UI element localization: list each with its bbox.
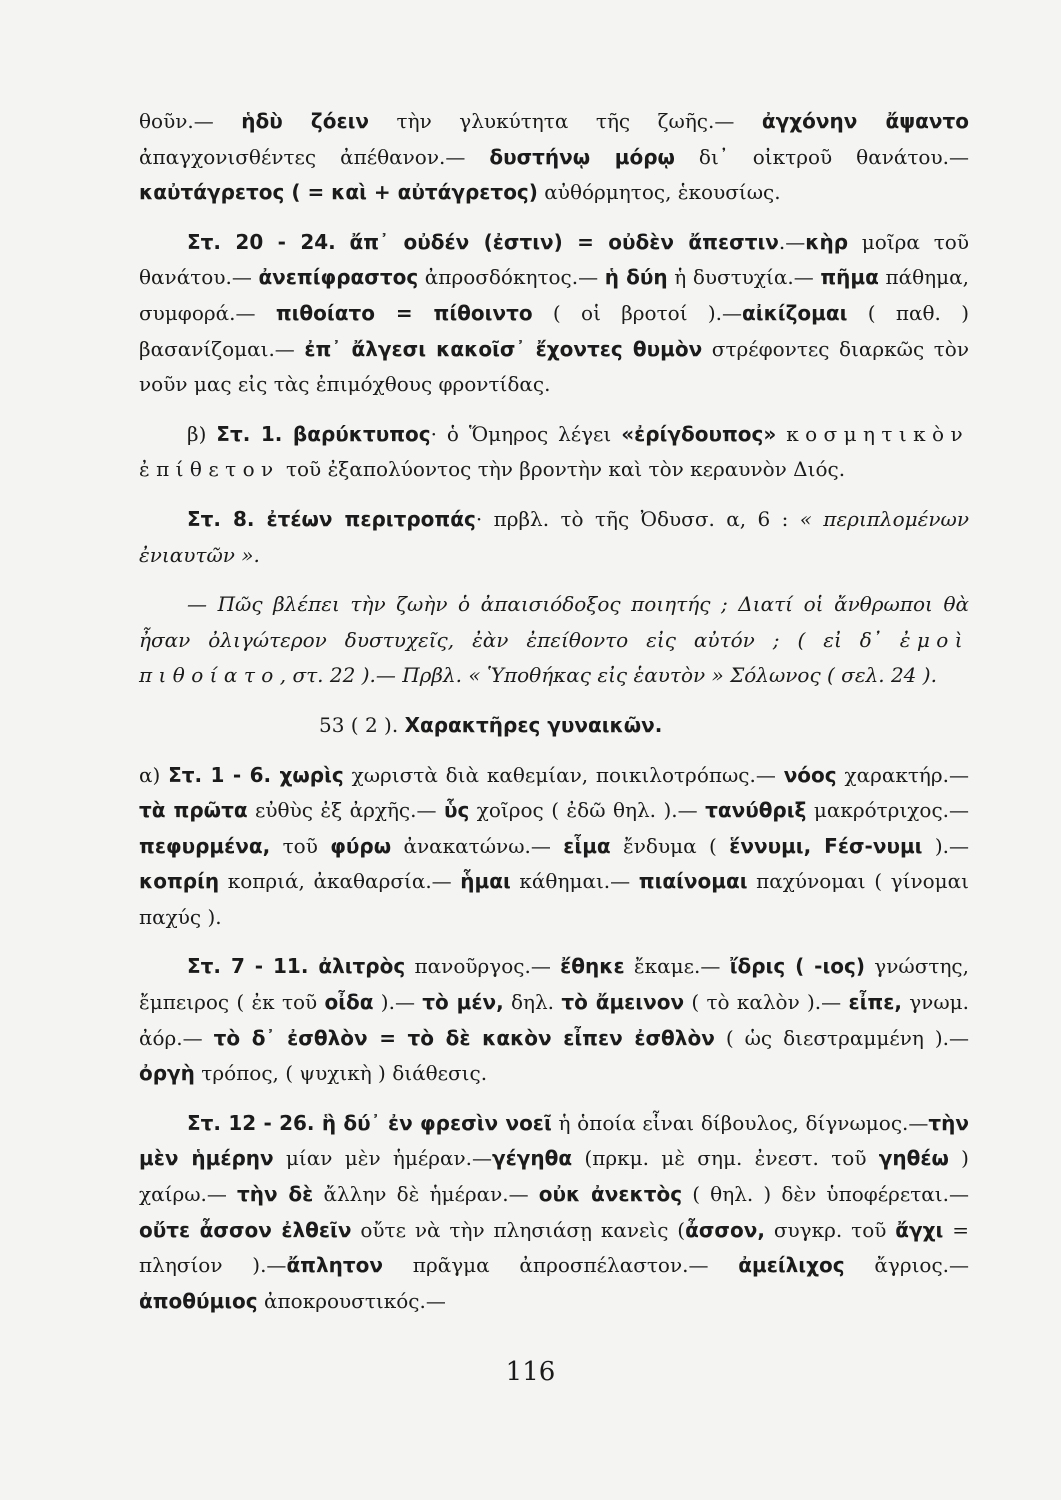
- text-run: εἷμα: [563, 833, 611, 858]
- text-run: ἄλλην δὲ ἡμέραν.—: [313, 1182, 539, 1207]
- text-run: τὴν δὲ: [237, 1182, 314, 1207]
- text-run: .—: [778, 229, 806, 254]
- paragraph-2: [139, 225, 969, 403]
- text-run: Στ. 8. ἐτέων περιτροπάς: [187, 506, 476, 531]
- text-run: τὴν γλυκύτητα τῆς ζωῆς.—: [369, 109, 762, 133]
- text-run: Στ. 20 - 24.: [187, 229, 336, 254]
- text-run: ὗς: [443, 798, 470, 823]
- text-run: μίαν μὲν ἡμέραν.—: [273, 1146, 493, 1171]
- text-run: ἔκαμε.—: [624, 954, 730, 979]
- text-run: ἀμείλιχος: [738, 1253, 845, 1278]
- text-run: αἰκίζομαι: [742, 300, 848, 325]
- text-run: ἄπ᾽ οὐδέν (ἐστιν) = οὐδὲν ἄπεστιν: [349, 229, 779, 254]
- text-run: Χαρακτῆρες γυναικῶν.: [404, 712, 663, 737]
- paragraph-8: [139, 1106, 969, 1320]
- text-run: ἐπ᾽ ἄλγεσι κακοῖσ᾽ ἔχοντες θυμὸν: [304, 336, 703, 361]
- text-run: ) χαίρω.—: [139, 1146, 969, 1207]
- text-run: · ὁ Ὅμηρος λέγει: [430, 421, 622, 446]
- text-run: ἄπλητον: [286, 1253, 384, 1278]
- text-run: μοῖρα τοῦ θανάτου.—: [139, 229, 969, 290]
- text-run: κοπρίη: [139, 869, 220, 894]
- text-run: ἴδρις ( -ιος): [729, 954, 865, 979]
- text-run: · πρβλ. τὸ τῆς Ὀδυσσ. α, 6 :: [475, 506, 800, 531]
- text-run: ἄγριος.—: [844, 1253, 970, 1278]
- text-run: τὴν μὲν ἡμέρην: [139, 1110, 969, 1171]
- text-run: 53 ( 2 ).: [319, 712, 405, 737]
- text-run: ἕννυμι, Ϝέσ-νυμι: [729, 833, 923, 858]
- text-run: ἡδὺ ζόειν: [241, 109, 370, 133]
- paragraph-3: [139, 417, 969, 488]
- text-run: οὔτε νὰ τὴν πλησιάσῃ κανεὶς (: [351, 1217, 686, 1242]
- text-run: Στ. 1 - 6. χωρὶς: [168, 762, 344, 787]
- text-run: ἀπαγχονισθέντες ἀπέθανον.—: [139, 144, 490, 169]
- text-run: κάθημαι.—: [510, 869, 639, 894]
- text-run: « περιπλομένων ἐνιαυτῶν ».: [139, 506, 969, 567]
- text-run: γηθέω: [878, 1146, 949, 1171]
- text-run: τὰ πρῶτα: [139, 798, 248, 823]
- text-run: δι᾽ οἰκτροῦ θανάτου.—: [674, 144, 969, 169]
- text-run: ( οἱ βροτοί ).—: [532, 300, 743, 325]
- text-run: δυστήνῳ μόρῳ: [489, 144, 675, 169]
- text-run: ἔνδυμα (: [610, 833, 730, 858]
- text-run: στρέφοντες διαρκῶς τὸν νοῦν μας εἰς τὰς ἐπιμόχθους φροντίδας.: [139, 336, 969, 397]
- text-run: ( θηλ. ) δὲν ὑποφέρεται.—: [682, 1182, 970, 1207]
- text-run: τὸ ἄμεινον: [561, 990, 685, 1015]
- text-run: πιαίνομαι: [638, 869, 748, 894]
- text-run: νόος: [783, 762, 837, 787]
- paragraph-6: [139, 758, 969, 936]
- text-run: Στ. 7 - 11. ἀλιτρὸς: [187, 954, 406, 979]
- text-run: χωριστὰ διὰ καθεμίαν, ποικιλοτρόπως.—: [343, 762, 784, 787]
- body-text: [139, 104, 969, 1319]
- paragraph-4: [139, 502, 969, 573]
- text-run: ἔθηκε: [560, 954, 625, 979]
- text-run: εὐθὺς ἐξ ἀρχῆς.—: [247, 798, 444, 823]
- text-run: α): [139, 762, 169, 787]
- text-run: ἀγχόνην ἄψαντο: [761, 109, 969, 133]
- text-run: καὐτάγρετος ( = καὶ + αὐτάγρετος): [139, 180, 538, 205]
- text-run: δηλ.: [503, 990, 562, 1015]
- text-run: τρόπος, ( ψυχικὴ ) διάθεσις.: [194, 1061, 488, 1086]
- text-run: ἀποθύμιος: [139, 1288, 258, 1313]
- text-run: ὀργὴ: [139, 1061, 195, 1086]
- text-run: ἆσσον,: [685, 1217, 765, 1242]
- text-run: πεφυρμένα,: [139, 833, 271, 858]
- text-run: β): [187, 421, 217, 446]
- text-run: ἀνεπίφραστος: [258, 265, 419, 290]
- text-run: φύρω: [330, 833, 392, 858]
- text-run: Στ. 12 - 26. ἣ δύ᾽ ἐν φρεσὶν νοεῖ: [187, 1110, 552, 1135]
- text-run: γνωμ. ἀόρ.—: [139, 990, 969, 1050]
- text-run: οὔτε ἆσσον ἐλθεῖν: [139, 1217, 352, 1242]
- text-run: , στ. 22 ).— Πρβλ. « Ὑποθήκας εἰς ἑαυτὸν » Σόλωνος ( σελ. 24 ).: [279, 663, 937, 688]
- text-run: ἡ δυστυχία.—: [667, 265, 821, 290]
- paragraph-5: [139, 587, 969, 694]
- text-run: ἀποκρουστικός.—: [257, 1288, 446, 1313]
- text-run: — Πῶς βλέπει τὴν ζωὴν ὁ ἀπαισιόδοξος ποιητής ; Διατί οἱ ἄνθρωποι θὰ ἦσαν ὀλιγώτερον δυστυχεῖς, ἐὰν ἐπείθοντο εἰς αὐτόν ; ( εἰ δ᾽: [139, 592, 969, 652]
- text-run: πρᾶγμα ἀπροσπέλαστον.—: [383, 1253, 739, 1278]
- text-run: [776, 422, 786, 446]
- text-run: παχύνομαι ( γίνομαι παχύς ).: [139, 869, 969, 929]
- text-run: χαρακτήρ.—: [836, 762, 970, 787]
- text-run: τοῦ ἐξαπολύοντος τὴν βροντὴν καὶ τὸν κεραυνὸν Διός.: [279, 457, 846, 482]
- text-run: γνώστης, ἔμπειρος ( ἐκ τοῦ: [139, 954, 969, 1015]
- text-run: γέγηθα: [492, 1146, 573, 1171]
- text-run: ἡ δύη: [604, 265, 668, 290]
- page-number: 116: [505, 1357, 556, 1387]
- text-run: = πλησίον ).—: [139, 1217, 969, 1278]
- text-run: μακρότριχος.—: [806, 798, 969, 823]
- text-run: κὴρ: [805, 229, 849, 254]
- text-run: τανύθριξ: [705, 798, 807, 823]
- text-run: ( τὸ καλὸν ).—: [684, 990, 849, 1015]
- text-run: τὸ μέν,: [422, 990, 504, 1015]
- text-run: τὸ δ᾽ ἐσθλὸν = τὸ δὲ κακὸν εἶπεν ἐσθλὸν: [213, 1025, 715, 1050]
- text-run: κοπριά, ἀκαθαρσία.—: [219, 869, 461, 894]
- text-run: πῆμα: [820, 265, 879, 290]
- section-heading: [139, 708, 969, 744]
- text-run: αὐθόρμητος, ἑκουσίως.: [537, 180, 781, 205]
- text-run: κοσμητικὸν ἐπίθετον: [139, 421, 969, 482]
- text-run: συγκρ. τοῦ: [764, 1217, 896, 1242]
- text-run: χοῖρος ( ἐδῶ θηλ. ).—: [469, 798, 706, 823]
- text-run: ( παθ. ) βασανίζομαι.—: [139, 300, 969, 361]
- text-run: «ἐρίγδουπος»: [621, 421, 777, 446]
- text-run: πιθοίατο = πίθοιντο: [275, 300, 533, 325]
- text-run: τοῦ: [270, 833, 331, 858]
- text-run: πάθημα, συμφορά.—: [139, 265, 969, 325]
- text-run: (πρκμ. μὲ σημ. ἐνεστ. τοῦ: [572, 1146, 879, 1171]
- text-run: οἶδα: [324, 990, 374, 1015]
- text-run: ἄγχι: [895, 1217, 944, 1242]
- text-run: εἶπε,: [848, 990, 902, 1015]
- paragraph-1: [139, 104, 969, 211]
- text-run: ).—: [922, 833, 970, 858]
- text-run: ).—: [373, 990, 423, 1015]
- paragraph-7: [139, 949, 969, 1091]
- text-run: ( ὡς διεστραμμένη ).—: [714, 1025, 970, 1050]
- text-run: ἐμοὶ πιθοίατο: [139, 627, 969, 688]
- text-run: [336, 230, 350, 254]
- text-run: ἧμαι: [460, 869, 511, 894]
- text-run: πανοῦργος.—: [405, 954, 561, 979]
- text-run: Στ. 1. βαρύκτυπος: [216, 421, 431, 446]
- text-run: ἀπροσδόκητος.—: [418, 265, 605, 290]
- text-run: ἀνακατώνω.—: [391, 833, 564, 858]
- text-run: οὐκ ἀνεκτὸς: [538, 1182, 683, 1207]
- text-run: ἡ ὁποία εἶναι δίβουλος, δίγνωμος.—: [551, 1110, 929, 1135]
- text-run: θοῦν.—: [139, 109, 242, 133]
